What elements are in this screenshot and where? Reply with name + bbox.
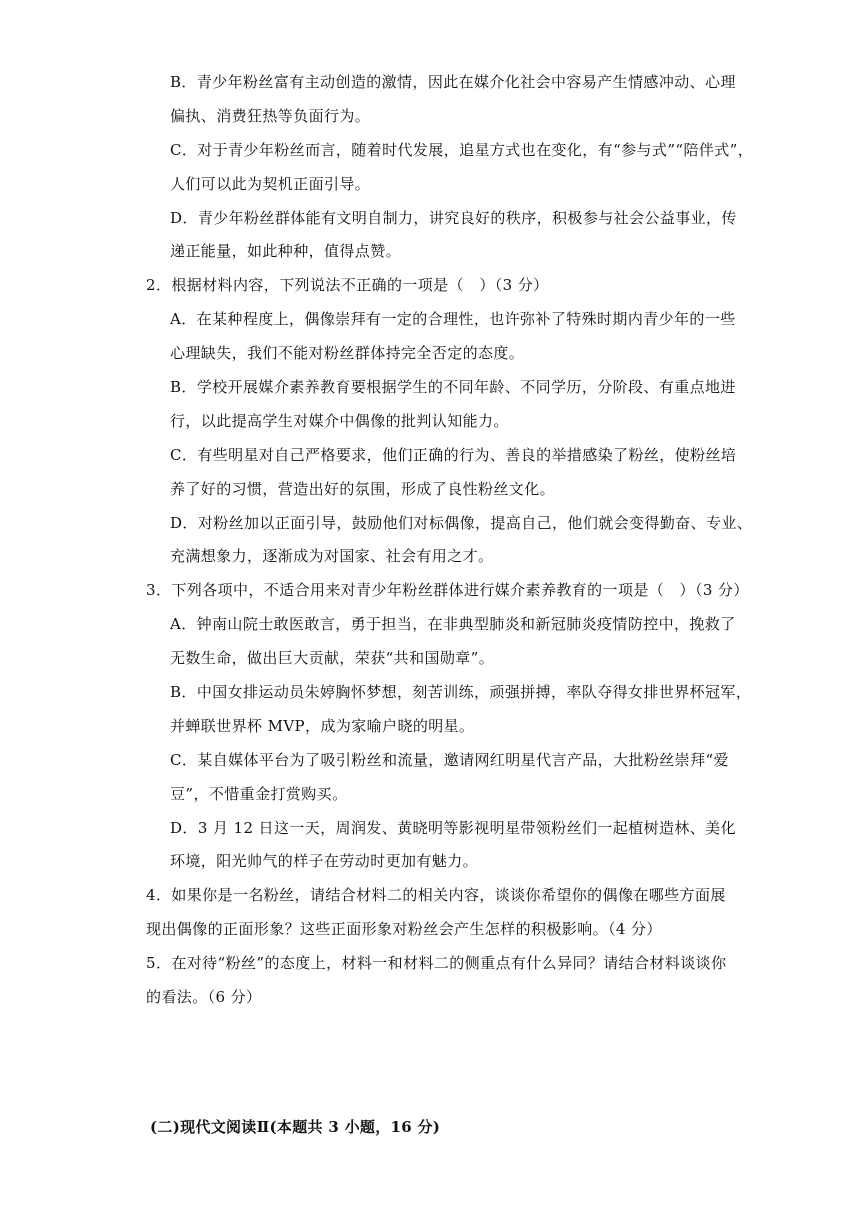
q3-option-b-line-1: B．中国女排运动员朱婷胸怀梦想，刻苦训练，顽强拼搏，率队夺得女排世界杯冠军， (170, 683, 752, 701)
section-heading: (二)现代文阅读Ⅱ(本题共 3 小题，16 分) (150, 1118, 441, 1136)
question-5-line-2: 的看法。（6 分） (146, 988, 262, 1006)
q1-option-b-line-1: B．青少年粉丝富有主动创造的激情，因此在媒介化社会中容易产生情感冲动、心理 (170, 73, 736, 91)
q3-option-c-line-2: 豆”，不惜重金打赏购买。 (170, 785, 348, 803)
q2-option-b-line-2: 行，以此提高学生对媒介中偶像的批判认知能力。 (170, 412, 509, 430)
q3-option-a-line-2: 无数生命，做出巨大贡献，荣获“共和国勋章”。 (170, 649, 495, 667)
q1-option-b-line-2: 偏执、消费狂热等负面行为。 (170, 107, 371, 125)
question-5-line-1: 5．在对待“粉丝”的态度上，材料一和材料二的侧重点有什么异同？请结合材料谈谈你 (146, 954, 727, 972)
q3-option-c-line-1: C．某自媒体平台为了吸引粉丝和流量，邀请网红明星代言产品，大批粉丝崇拜“爱 (170, 751, 729, 769)
q3-option-a-line-1: A．钟南山院士敢医敢言，勇于担当，在非典型肺炎和新冠肺炎疫情防控中，挽救了 (170, 615, 736, 633)
q1-option-d-line-2: 递正能量，如此种种，值得点赞。 (170, 242, 402, 260)
q1-option-c-line-1: C．对于青少年粉丝而言，随着时代发展，追星方式也在变化，有“参与式”“陪伴式”， (170, 141, 754, 159)
question-4-line-1: 4．如果你是一名粉丝，请结合材料二的相关内容，谈谈你希望你的偶像在哪些方面展 (146, 886, 726, 904)
q2-option-d-line-2: 充满想象力，逐渐成为对国家、社会有用之才。 (170, 547, 494, 565)
q2-option-a-line-1: A．在某种程度上，偶像崇拜有一定的合理性，也许弥补了特殊时期内青少年的一些 (170, 310, 736, 328)
q1-option-d-line-1: D．青少年粉丝群体能有文明自制力，讲究良好的秩序，积极参与社会公益事业，传 (170, 209, 737, 227)
q2-option-a-line-2: 心理缺失，我们不能对粉丝群体持完全否定的态度。 (170, 344, 525, 362)
question-3-stem: 3．下列各项中，不适合用来对青少年粉丝群体进行媒介素养教育的一项是（ ）（3 分） (146, 581, 749, 599)
q2-option-d-line-1: D．对粉丝加以正面引导，鼓励他们对标偶像，提高自己，他们就会变得勤奋、专业、 (170, 514, 753, 532)
q2-option-c-line-2: 养了好的习惯，营造出好的氛围，形成了良性粉丝文化。 (170, 480, 556, 498)
question-2-stem: 2．根据材料内容，下列说法不正确的一项是（ ）（3 分） (146, 276, 549, 294)
q1-option-c-line-2: 人们可以此为契机正面引导。 (170, 175, 371, 193)
q3-option-d-line-2: 环境，阳光帅气的样子在劳动时更加有魅力。 (170, 852, 479, 870)
q3-option-b-line-2: 并蝉联世界杯 MVP，成为家喻户晓的明星。 (170, 717, 475, 735)
q2-option-c-line-1: C．有些明星对自己严格要求，他们正确的行为、善良的举措感染了粉丝，使粉丝培 (170, 446, 737, 464)
q3-option-d-line-1: D．3 月 12 日这一天，周润发、黄晓明等影视明星带领粉丝们一起植树造林、美化 (170, 819, 736, 837)
q2-option-b-line-1: B．学校开展媒介素养教育要根据学生的不同年龄、不同学历，分阶段、有重点地进 (170, 378, 736, 396)
question-4-line-2: 现出偶像的正面形象？这些正面形象对粉丝会产生怎样的积极影响。（4 分） (146, 920, 662, 938)
